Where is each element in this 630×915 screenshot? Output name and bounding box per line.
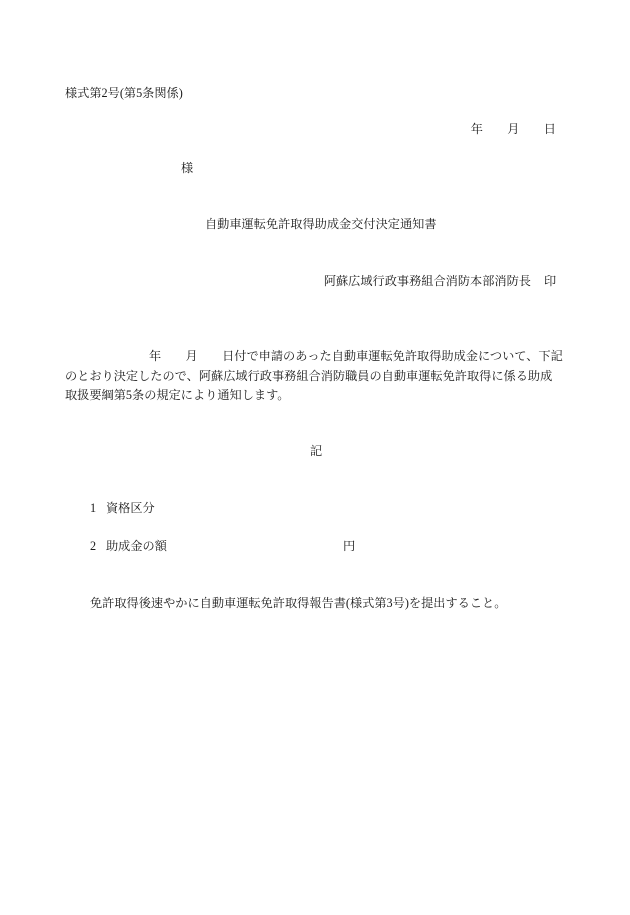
item-number: 1 — [90, 501, 97, 515]
issue-date: 年 月 日 — [470, 122, 556, 136]
item-number: 2 — [90, 539, 97, 553]
body-line: のとおり決定したので、阿蘇広域行政事務組合消防職員の自動車運転免許取得に係る助成 — [65, 369, 553, 383]
seal-mark: 印 — [544, 274, 557, 288]
amount-unit: 円 — [343, 539, 356, 553]
document-title: 自動車運転免許取得助成金交付決定通知書 — [205, 217, 437, 231]
submission-note: 免許取得後速やかに自動車運転免許取得報告書(様式第3号)を提出すること。 — [90, 596, 507, 610]
issuer-name: 阿蘇広域行政事務組合消防本部消防長 — [323, 274, 531, 288]
item-label-amount: 助成金の額 — [106, 539, 167, 553]
addressee-suffix: 様 — [181, 161, 194, 175]
body-line: 取扱要綱第5条の規定により通知します。 — [65, 388, 290, 402]
body-line: 年 月 日付で申請のあった自動車運転免許取得助成金について、下記 — [149, 349, 563, 363]
ki-heading: 記 — [310, 444, 323, 458]
item-label-qualification: 資格区分 — [106, 501, 155, 515]
form-number: 様式第2号(第5条関係) — [65, 86, 183, 100]
